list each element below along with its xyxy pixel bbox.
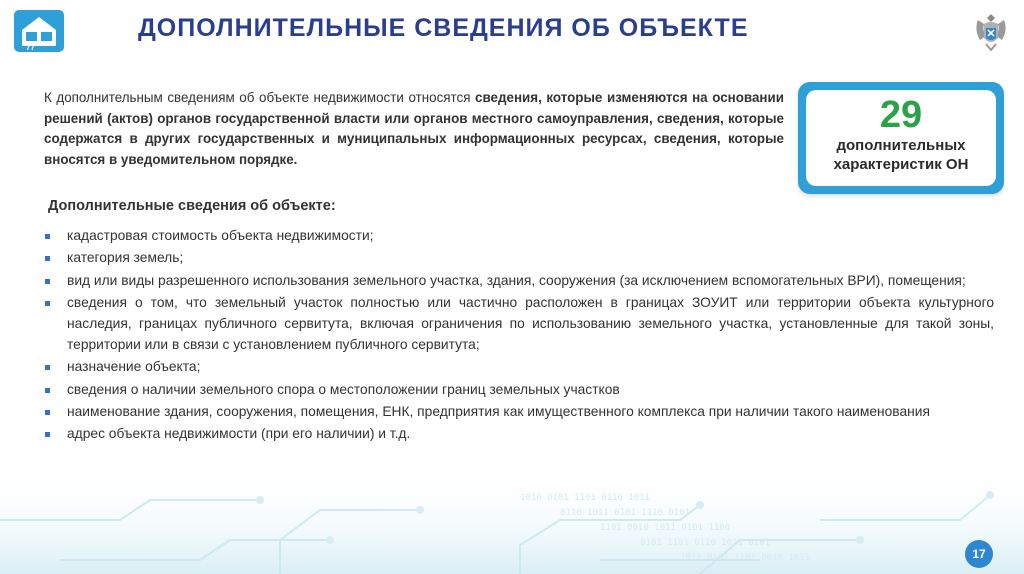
svg-text:1010 0101 1101 0110 1011: 1010 0101 1101 0110 1011 [520,493,651,503]
bullet-icon [45,410,50,415]
house-logo-icon [12,8,66,54]
list-item [44,424,994,445]
list-item [44,271,994,292]
list-item-text: адрес объекта недвижимости (при его наличии) и т.д. [67,426,411,442]
list-item [44,248,994,269]
double-headed-eagle-emblem-icon [968,8,1014,54]
page-title: ДОПОЛНИТЕЛЬНЫЕ СВЕДЕНИЯ ОБ ОБЪЕКТЕ [138,14,749,42]
svg-text:0110 1011 0101 1110 0101: 0110 1011 0101 1110 0101 [560,508,691,518]
list-item [44,357,994,378]
list-item [44,402,994,423]
bullet-icon [45,365,50,370]
list-item-text: кадастровая стоимость объекта недвижимости; [67,228,374,243]
bullet-icon [45,388,50,393]
list-item [44,226,994,247]
svg-text:1011 0101 1101 0010 1011: 1011 0101 1101 0010 1011 [680,553,811,563]
stat-card [798,82,1004,194]
list-item [44,293,994,355]
list-item [44,380,994,401]
stat-card-inner [806,90,996,186]
intro-paragraph [44,88,784,170]
list-item-text: вид или виды разрешенного использования земельного участка, здания, сооружения (за исключением вспомогательных ВРИ), помещения; [67,272,966,288]
intro-bold-text: сведения, которые изменяются на основании решений (актов) органов государственной власти или органов местного самоуправления, сведения, которые содержатся в других государственных и муниципальных информационных ресурсах, сведения, которые вносятся в уведомительном порядке. [44,90,784,167]
list-item-text: наименование здания, сооружения, помещения, ЕНК, предприятия как имущественного комплекса при наличии такого наименования [67,403,930,419]
bullet-icon [45,279,50,284]
bullet-icon [45,234,50,239]
intro-plain-text: К дополнительным сведениям об объекте недвижимости относятся [44,90,476,105]
bullet-icon [45,301,50,306]
stat-number: 29 [879,94,923,136]
list-item-text: категория земель; [67,250,184,266]
list-item-text: сведения о том, что земельный участок полностью или частично расположен в границах ЗОУИТ или территории объекта культурного наследия, границах публичного сервитута, включая ограничения по использованию земельного участка, установленные для такой зоны, территории или в связи с установлением публичного сервитута; [67,295,994,352]
svg-text:0101 1101 0110 1011 0101: 0101 1101 0110 1011 0101 [640,538,771,548]
additional-info-list [44,226,994,447]
list-item-text: назначение объекта; [67,359,201,375]
svg-text:1101 0010 1011 0101 1100: 1101 0010 1011 0101 1100 [600,523,731,533]
bullet-icon [45,256,50,261]
list-item-text: сведения о наличии земельного спора о местоположении границ земельных участков [67,381,620,397]
section-subheading: Дополнительные сведения об объекте: [48,198,336,214]
bullet-icon [45,432,50,437]
stat-label: дополнительных характеристик ОН [833,137,969,173]
logo-number: 77 [26,43,35,52]
page-number-badge: 17 [965,540,993,568]
